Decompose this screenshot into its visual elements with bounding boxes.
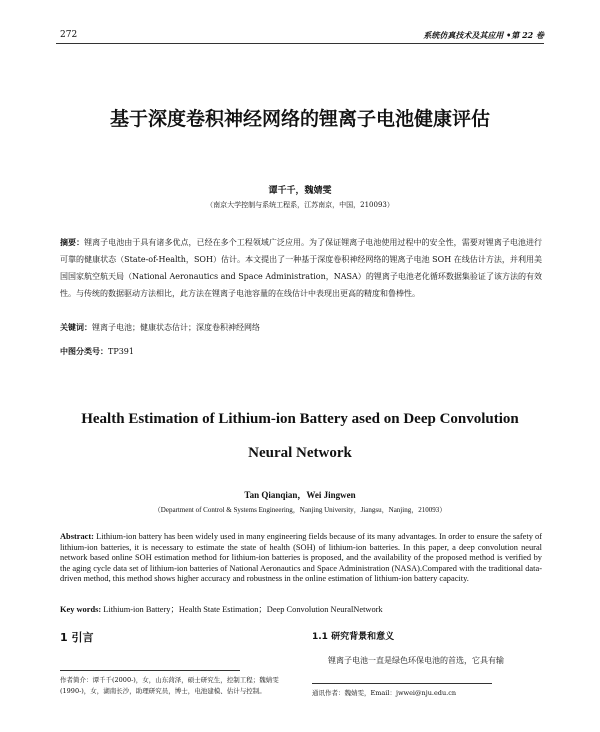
english-abstract	[60, 532, 542, 585]
chinese-classification-label: 中图分类号：	[60, 347, 108, 356]
chinese-affiliation: （南京大学控制与系统工程系，江苏南京，中国，210093）	[206, 201, 394, 209]
chinese-title: 基于深度卷积神经网络的锂离子电池健康评估	[109, 108, 490, 130]
chinese-classification-code: TP391	[108, 347, 134, 356]
chinese-classification	[60, 346, 134, 357]
journal-header: 系统仿真技术及其应用 •第 22 卷	[423, 30, 544, 40]
english-keywords-label: Key words:	[60, 605, 102, 614]
english-abstract-text: Lithium-ion battery has been widely used in many engineering fields because of its many advantages. In order to ensure the safety of lithium-ion batteries, it is necessary to estimate the state of health (SOH) of lithium-ion batteries. In this paper, a deep convolution neural network based online SOH estimation method for lithium-ion batteries is proposed, and the availability of the proposed method is verified by the aging cycle data set of lithium-ion batteries of National Aeronautics and Space Administration (NASA).Compared with the traditional data-driven method, this method shows higher accuracy and robustness in the online estimation of lithium-ion battery capacity.	[60, 532, 542, 583]
english-title-line-1: Health Estimation of Lithium-ion Battery ased on Deep Convolution	[81, 411, 519, 427]
english-title-line-2: Neural Network	[248, 445, 352, 461]
chinese-abstract	[60, 234, 542, 302]
english-authors: Tan Qianqian，Wei Jingwen	[244, 490, 356, 500]
chinese-authors: 谭千千，魏婧雯	[268, 186, 332, 196]
english-keywords-text: Lithium-ion Battery；Health State Estimation；Deep Convolution NeuralNetwork	[101, 605, 383, 614]
section-heading-introduction: 1 引言	[60, 631, 94, 644]
page-number: 272	[60, 30, 78, 40]
chinese-keywords	[60, 322, 260, 333]
footnote-rule-right	[312, 683, 492, 684]
footnote-correspondence: 通讯作者：魏婧雯，Email：jwwei@nju.edu.cn	[312, 689, 457, 697]
subsection-heading-background: 1.1 研究背景和意义	[312, 632, 395, 642]
footnote-author-intro: 作者简介：谭千千(2000-)，女，山东菏泽，硕士研究生，控制工程；魏婧雯(1990-)，女，湖南长沙，助理研究员，博士，电池建模、估计与控制。	[60, 676, 279, 695]
chinese-keywords-text: 锂离子电池；健康状态估计；深度卷积神经网络	[92, 323, 260, 332]
english-abstract-label: Abstract:	[60, 532, 94, 541]
english-title	[0, 402, 600, 470]
chinese-abstract-text: 锂离子电池由于具有诸多优点，已经在多个工程领域广泛应用。为了保证锂离子电池使用过程中的安全性，需要对锂离子电池进行可靠的健康状态（State-of-Health，SOH）估计。本文提出了一种基于深度卷积神经网络的锂离子电池 SOH 在线估计方法，并利用美国国家航空航天局（National Aeronautics and Space Administration，NASA）的锂离子电池老化循环数据集验证了该方法的有效性。与传统的数据驱动方法相比，此方法在锂离子电池容量的在线估计中表现出更高的精度和鲁棒性。	[60, 238, 543, 298]
chinese-abstract-label: 摘要：	[60, 238, 85, 247]
chinese-keywords-label: 关键词：	[60, 323, 92, 332]
header-rule	[56, 43, 544, 44]
body-paragraph: 锂离子电池一直是绿色环保电池的首选，它具有输	[328, 656, 504, 665]
english-affiliation: （Department of Control & Systems Engineering，Nanjing University，Jiangsu，Nanjing，210093）	[153, 506, 447, 514]
footnote-rule-left	[60, 670, 240, 671]
english-keywords	[60, 603, 383, 615]
